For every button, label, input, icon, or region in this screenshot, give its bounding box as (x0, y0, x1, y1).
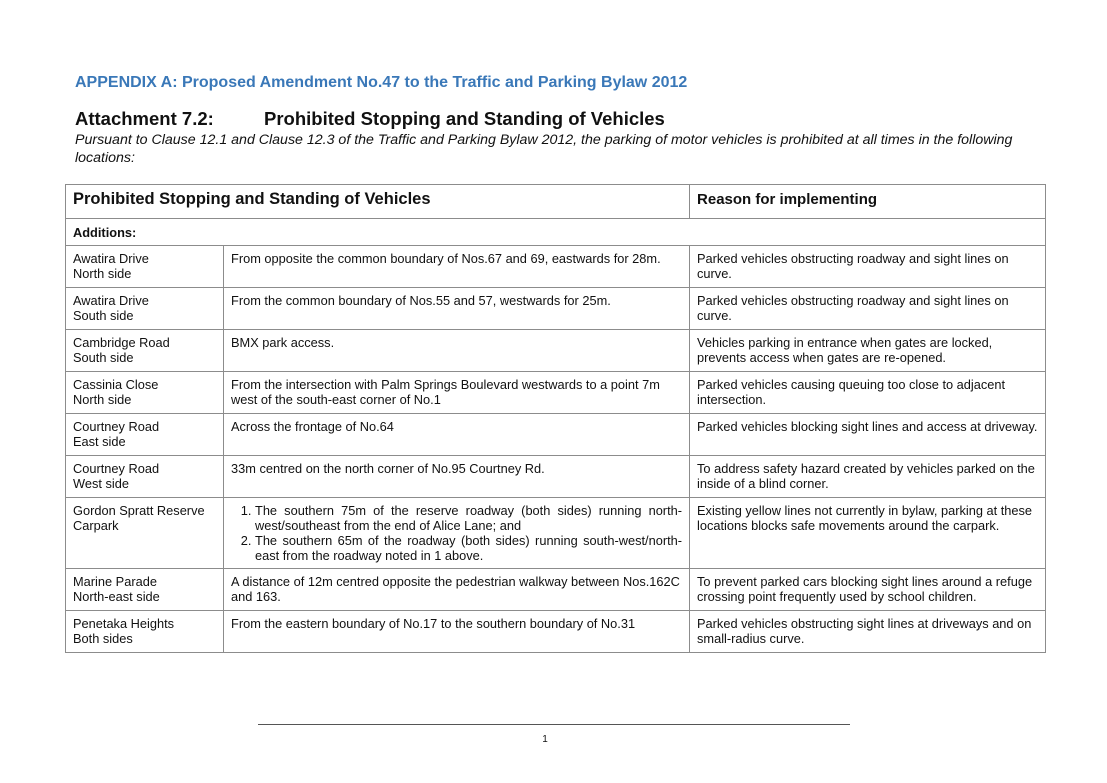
location-cell: 33m centred on the north corner of No.95 Courtney Rd. (224, 456, 690, 498)
street-name: Awatira Drive (73, 293, 149, 308)
table-row (66, 414, 1046, 456)
reason-cell: Parked vehicles obstructing roadway and sight lines on curve. (690, 288, 1046, 330)
footer-divider (258, 724, 850, 725)
street-name: Gordon Spratt Reserve (73, 503, 205, 518)
street-cell (66, 611, 224, 653)
street-side: North side (73, 392, 132, 407)
table-row (66, 498, 1046, 569)
table-header-row (66, 185, 1046, 219)
street-name: Cambridge Road (73, 335, 170, 350)
attachment-heading (75, 108, 665, 130)
street-name: Courtney Road (73, 419, 160, 434)
street-cell (66, 288, 224, 330)
street-name: Penetaka Heights (73, 616, 175, 631)
prohibited-stopping-table (65, 184, 1046, 653)
table-row (66, 246, 1046, 288)
location-cell: From the eastern boundary of No.17 to the southern boundary of No.31 (224, 611, 690, 653)
reason-cell: Parked vehicles obstructing sight lines at driveways and on small-radius curve. (690, 611, 1046, 653)
location-cell: From the intersection with Palm Springs Boulevard westwards to a point 7m west of the south-east corner of No.1 (224, 372, 690, 414)
street-side: West side (73, 476, 129, 491)
location-cell: From opposite the common boundary of Nos.67 and 69, eastwards for 28m. (224, 246, 690, 288)
attachment-label: Attachment 7.2: (75, 108, 214, 129)
table-row (66, 456, 1046, 498)
location-cell: A distance of 12m centred opposite the pedestrian walkway between Nos.162C and 163. (224, 569, 690, 611)
reason-cell: Vehicles parking in entrance when gates are locked, prevents access when gates are re-opened. (690, 330, 1046, 372)
street-side: North-east side (73, 589, 160, 604)
street-cell (66, 569, 224, 611)
location-cell: Across the frontage of No.64 (224, 414, 690, 456)
location-cell (224, 498, 690, 569)
reason-cell: To prevent parked cars blocking sight lines around a refuge crossing point frequently used by school children. (690, 569, 1046, 611)
street-cell (66, 246, 224, 288)
street-cell (66, 372, 224, 414)
attachment-title: Prohibited Stopping and Standing of Vehicles (264, 108, 665, 129)
reason-cell: Parked vehicles blocking sight lines and access at driveway. (690, 414, 1046, 456)
table-row (66, 611, 1046, 653)
street-side: North side (73, 266, 132, 281)
location-cell: From the common boundary of Nos.55 and 57, westwards for 25m. (224, 288, 690, 330)
intro-paragraph: Pursuant to Clause 12.1 and Clause 12.3 of the Traffic and Parking Bylaw 2012, the parking of motor vehicles is prohibited at all times in the following locations: (75, 132, 1013, 166)
list-item: 2. The southern 65m of the roadway (both sides) running south-west/north-east from the roadway noted in 1 above. (255, 533, 682, 563)
list-item: 1. The southern 75m of the reserve roadway (both sides) running north-west/southeast from the end of Alice Lane; and (255, 503, 682, 533)
header-main: Prohibited Stopping and Standing of Vehicles (66, 185, 690, 219)
table-row (66, 288, 1046, 330)
street-cell (66, 456, 224, 498)
street-side: South side (73, 350, 134, 365)
street-name: Cassinia Close (73, 377, 159, 392)
appendix-heading: APPENDIX A: Proposed Amendment No.47 to the Traffic and Parking Bylaw 2012 (75, 74, 688, 91)
street-name: Marine Parade (73, 574, 157, 589)
header-reason: Reason for implementing (690, 185, 1046, 219)
street-name: Courtney Road (73, 461, 160, 476)
location-cell: BMX park access. (224, 330, 690, 372)
section-row (66, 219, 1046, 246)
reason-cell: Parked vehicles causing queuing too close to adjacent intersection. (690, 372, 1046, 414)
street-side: Carpark (73, 518, 119, 533)
street-cell (66, 414, 224, 456)
street-side: South side (73, 308, 134, 323)
location-list (231, 503, 682, 563)
reason-cell: To address safety hazard created by vehicles parked on the inside of a blind corner. (690, 456, 1046, 498)
street-side: Both sides (73, 631, 133, 646)
table-row (66, 330, 1046, 372)
page-number: 1 (542, 734, 548, 745)
street-cell (66, 330, 224, 372)
reason-cell: Parked vehicles obstructing roadway and sight lines on curve. (690, 246, 1046, 288)
table-row (66, 569, 1046, 611)
street-side: East side (73, 434, 126, 449)
table-row (66, 372, 1046, 414)
street-name: Awatira Drive (73, 251, 149, 266)
section-label: Additions: (66, 219, 1046, 246)
street-cell (66, 498, 224, 569)
reason-cell: Existing yellow lines not currently in bylaw, parking at these locations blocks safe movements around the carpark. (690, 498, 1046, 569)
